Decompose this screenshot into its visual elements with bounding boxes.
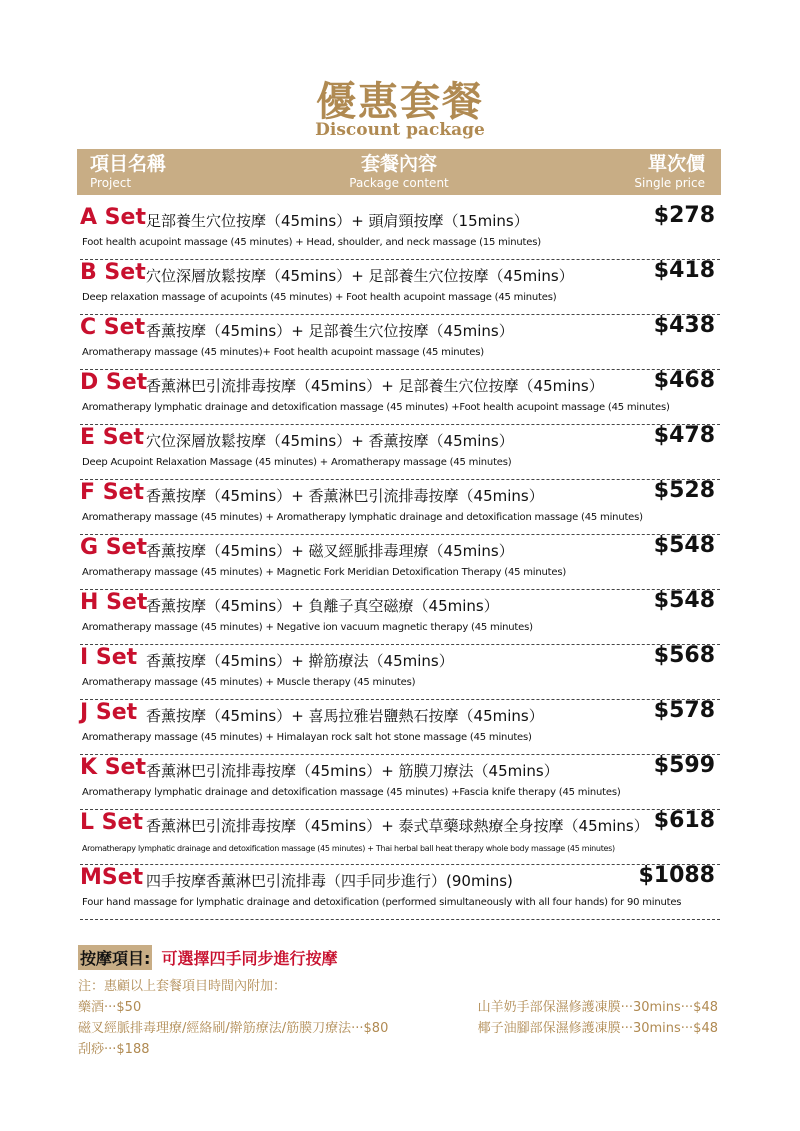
package-price: $599	[653, 753, 715, 778]
header-project-en: Project	[90, 176, 132, 190]
addon-item: 山羊奶手部保濕修護凍膜···30mins···$48	[477, 1000, 718, 1015]
page-subtitle: Discount package	[315, 120, 485, 140]
package-row	[80, 205, 720, 260]
package-row	[80, 370, 720, 425]
package-content-en: Four hand massage for lymphatic drainage and detoxification (performed simultaneously with all four hands) for 90 minutes	[82, 897, 682, 908]
package-price: $548	[653, 533, 715, 558]
header-price-zh: 單次價	[647, 153, 705, 175]
package-content-en: Aromatherapy massage (45 minutes) + Himalayan rock salt hot stone massage (45 minutes)	[82, 732, 532, 743]
package-content-en: Foot health acupoint massage (45 minutes) + Head, shoulder, and neck massage (15 minutes)	[82, 237, 541, 248]
set-code: L Set	[80, 810, 143, 835]
package-price: $438	[653, 313, 715, 338]
addon-item: 藥酒···$50	[78, 1000, 142, 1015]
header-content-zh: 套餐內容	[360, 153, 437, 175]
package-price: $568	[653, 643, 715, 668]
package-content-zh: 香薰淋巴引流排毒按摩（45mins）+ 足部養生穴位按摩（45mins）	[146, 377, 604, 395]
package-price: $418	[653, 258, 715, 283]
set-code: F Set	[80, 480, 144, 505]
massage-note: 可選擇四手同步進行按摩	[161, 949, 338, 968]
addon-item: 刮痧···$188	[78, 1042, 150, 1057]
package-content-zh: 香薰按摩（45mins）+ 負離子真空磁療（45mins）	[146, 597, 499, 615]
addon-item: 磁叉經脈排毒理療/經絡刷/擀筋療法/筋膜刀療法···$80	[78, 1021, 389, 1036]
package-content-zh: 四手按摩香薰淋巴引流排毒（四手同步進行）(90mins)	[146, 872, 513, 890]
addon-note: 注：惠顧以上套餐項目時間內附加：	[78, 979, 287, 994]
set-code: B Set	[80, 260, 146, 285]
package-content-zh: 香薰按摩（45mins）+ 磁叉經脈排毒理療（45mins）	[146, 542, 514, 560]
package-content-zh: 香薰淋巴引流排毒按摩（45mins）+ 泰式草藥球熱療全身按摩（45mins）	[146, 817, 649, 835]
package-content-en: Aromatherapy massage (45 minutes) + Aromatherapy lymphatic drainage and detoxification massage (45 minutes)	[82, 512, 643, 523]
header-price	[634, 153, 705, 191]
header-content-en: Package content	[349, 176, 449, 190]
package-price: $528	[653, 478, 715, 503]
package-row	[80, 480, 720, 535]
massage-option	[78, 945, 338, 970]
package-content-zh: 香薰按摩（45mins）+ 香薰淋巴引流排毒按摩（45mins）	[146, 487, 544, 505]
set-code: J Set	[80, 700, 138, 725]
package-price: $468	[653, 368, 715, 393]
package-price: $1088	[638, 863, 715, 888]
package-row	[80, 425, 720, 480]
set-code: D Set	[80, 370, 148, 395]
set-code: A Set	[80, 205, 146, 230]
package-row	[80, 260, 720, 315]
package-price: $618	[653, 808, 715, 833]
set-code: MSet	[80, 865, 144, 890]
addon-item: 椰子油腳部保濕修護凍膜···30mins···$48	[477, 1021, 718, 1036]
package-content-zh: 香薰淋巴引流排毒按摩（45mins）+ 筋膜刀療法（45mins）	[146, 762, 559, 780]
package-row	[80, 645, 720, 700]
package-content-zh: 穴位深層放鬆按摩（45mins）+ 足部養生穴位按摩（45mins）	[146, 267, 574, 285]
package-content-en: Aromatherapy massage (45 minutes) + Magnetic Fork Meridian Detoxification Therapy (45 minutes)	[82, 567, 567, 578]
package-price: $548	[653, 588, 715, 613]
package-row	[80, 810, 720, 865]
package-content-en: Aromatherapy massage (45 minutes)+ Foot health acupoint massage (45 minutes)	[82, 347, 484, 358]
package-content-zh: 穴位深層放鬆按摩（45mins）+ 香薰按摩（45mins）	[146, 432, 514, 450]
set-code: I Set	[80, 645, 138, 670]
set-code: E Set	[80, 425, 144, 450]
header-price-en: Single price	[634, 176, 705, 190]
package-price: $578	[653, 698, 715, 723]
package-content-en: Aromatherapy lymphatic drainage and detoxification massage (45 minutes) +Foot health acupoint massage (45 minutes)	[82, 402, 670, 413]
set-code: G Set	[80, 535, 147, 560]
package-price: $478	[653, 423, 715, 448]
package-row	[80, 590, 720, 645]
package-content-en: Aromatherapy lymphatic drainage and detoxification massage (45 minutes) + Thai herbal ball heat therapy whole body massage (45 minutes)	[82, 844, 615, 853]
package-row	[80, 315, 720, 370]
package-content-zh: 香薰按摩（45mins）+ 足部養生穴位按摩（45mins）	[146, 322, 514, 340]
package-row	[80, 700, 720, 755]
package-content-en: Deep relaxation massage of acupoints (45 minutes) + Foot health acupoint massage (45 minutes)	[82, 292, 557, 303]
table-header	[77, 149, 721, 195]
header-content	[77, 153, 721, 191]
set-code: H Set	[80, 590, 148, 615]
package-content-en: Aromatherapy lymphatic drainage and detoxification massage (45 minutes) +Fascia knife therapy (45 minutes)	[82, 787, 621, 798]
package-content-en: Aromatherapy massage (45 minutes) + Muscle therapy (45 minutes)	[82, 677, 416, 688]
package-price: $278	[653, 203, 715, 228]
massage-label: 按摩項目:	[78, 945, 152, 970]
package-content-en: Deep Acupoint Relaxation Massage (45 minutes) + Aromatherapy massage (45 minutes)	[82, 457, 512, 468]
package-content-zh: 足部養生穴位按摩（45mins）+ 頭肩頸按摩（15mins）	[146, 212, 529, 230]
page-title: 優惠套餐	[316, 78, 484, 125]
package-content-zh: 香薰按摩（45mins）+ 喜馬拉雅岩鹽熱石按摩（45mins）	[146, 707, 544, 725]
package-list	[80, 205, 720, 920]
set-code: K Set	[80, 755, 146, 780]
package-row	[80, 755, 720, 810]
header-project-zh: 項目名稱	[90, 153, 167, 175]
package-content-zh: 香薰按摩（45mins）+ 擀筋療法（45mins）	[146, 652, 454, 670]
package-content-en: Aromatherapy massage (45 minutes) + Negative ion vacuum magnetic therapy (45 minutes)	[82, 622, 533, 633]
package-row	[80, 535, 720, 590]
set-code: C Set	[80, 315, 146, 340]
package-row	[80, 865, 720, 920]
